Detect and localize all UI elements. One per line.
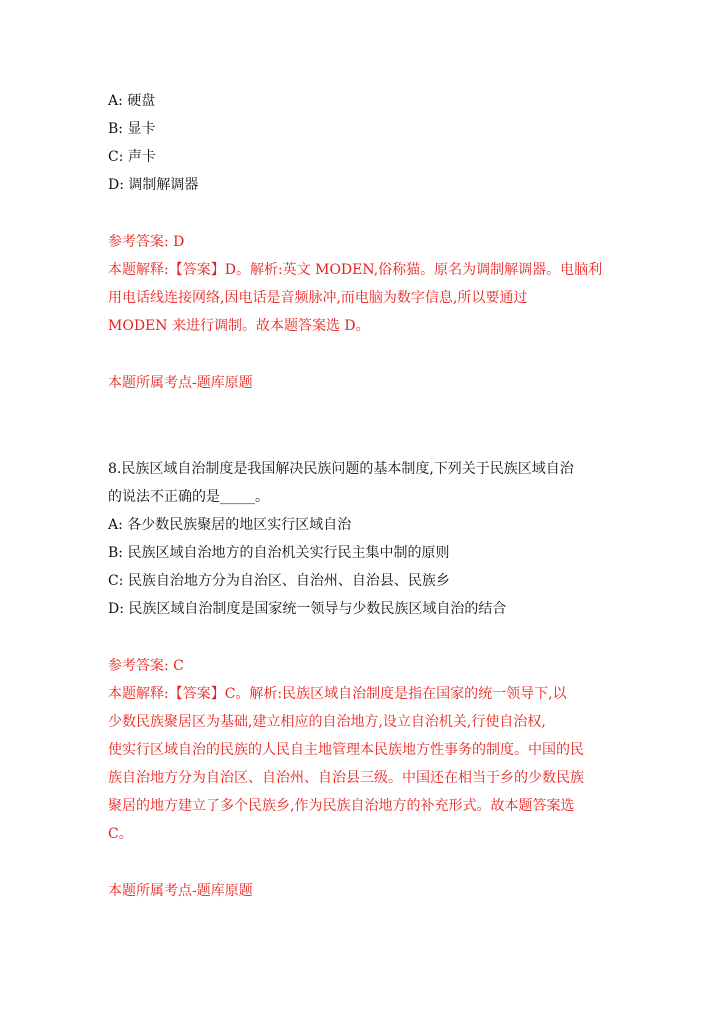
- q7-option-d: D: 调制解调器: [108, 177, 199, 193]
- q8-stem-line: 的说法不正确的是_____。: [108, 489, 269, 505]
- q7-source: 本题所属考点-题库原题: [108, 375, 253, 391]
- q8-explanation-line: 少数民族聚居区为基础,建立相应的自治地方,设立自治机关,行使自治权,: [108, 714, 546, 730]
- q8-answer: 参考答案: C: [108, 658, 184, 674]
- q8-stem-line: 8.民族区域自治制度是我国解决民族问题的基本制度,下列关于民族区域自治: [108, 461, 574, 477]
- q8-option-b: B: 民族区域自治地方的自治机关实行民主集中制的原则: [108, 545, 450, 561]
- q7-option-b: B: 显卡: [108, 121, 156, 137]
- q7-explanation-line: MODEN 来进行调制。故本题答案选 D。: [108, 318, 370, 334]
- q8-option-c: C: 民族自治地方分为自治区、自治州、自治县、民族乡: [108, 573, 450, 589]
- q8-source: 本题所属考点-题库原题: [108, 883, 253, 899]
- q8-explanation-line: 族自治地方分为自治区、自治州、自治县三级。中国还在相当于乡的少数民族: [108, 770, 584, 786]
- q7-option-a: A: 硬盘: [108, 93, 156, 109]
- q8-explanation-line: 本题解释:【答案】C。解析:民族区域自治制度是指在国家的统一领导下,以: [108, 686, 567, 702]
- q8-option-d: D: 民族区域自治制度是国家统一领导与少数民族区域自治的结合: [108, 601, 507, 617]
- q7-explanation-line: 用电话线连接网络,因电话是音频脉冲,而电脑为数字信息,所以要通过: [108, 290, 528, 306]
- q7-option-c: C: 声卡: [108, 149, 156, 165]
- q7-explanation-line: 本题解释:【答案】D。解析:英文 MODEN,俗称猫。原名为调制解调器。电脑利: [108, 262, 603, 278]
- q8-explanation-line: 聚居的地方建立了多个民族乡,作为民族自治地方的补充形式。故本题答案选: [108, 798, 575, 814]
- q8-explanation-line: C。: [108, 826, 133, 842]
- q8-explanation-line: 使实行区域自治的民族的人民自主地管理本民族地方性事务的制度。中国的民: [108, 742, 584, 758]
- q8-option-a: A: 各少数民族聚居的地区实行区域自治: [108, 517, 352, 533]
- q7-answer: 参考答案: D: [108, 234, 185, 250]
